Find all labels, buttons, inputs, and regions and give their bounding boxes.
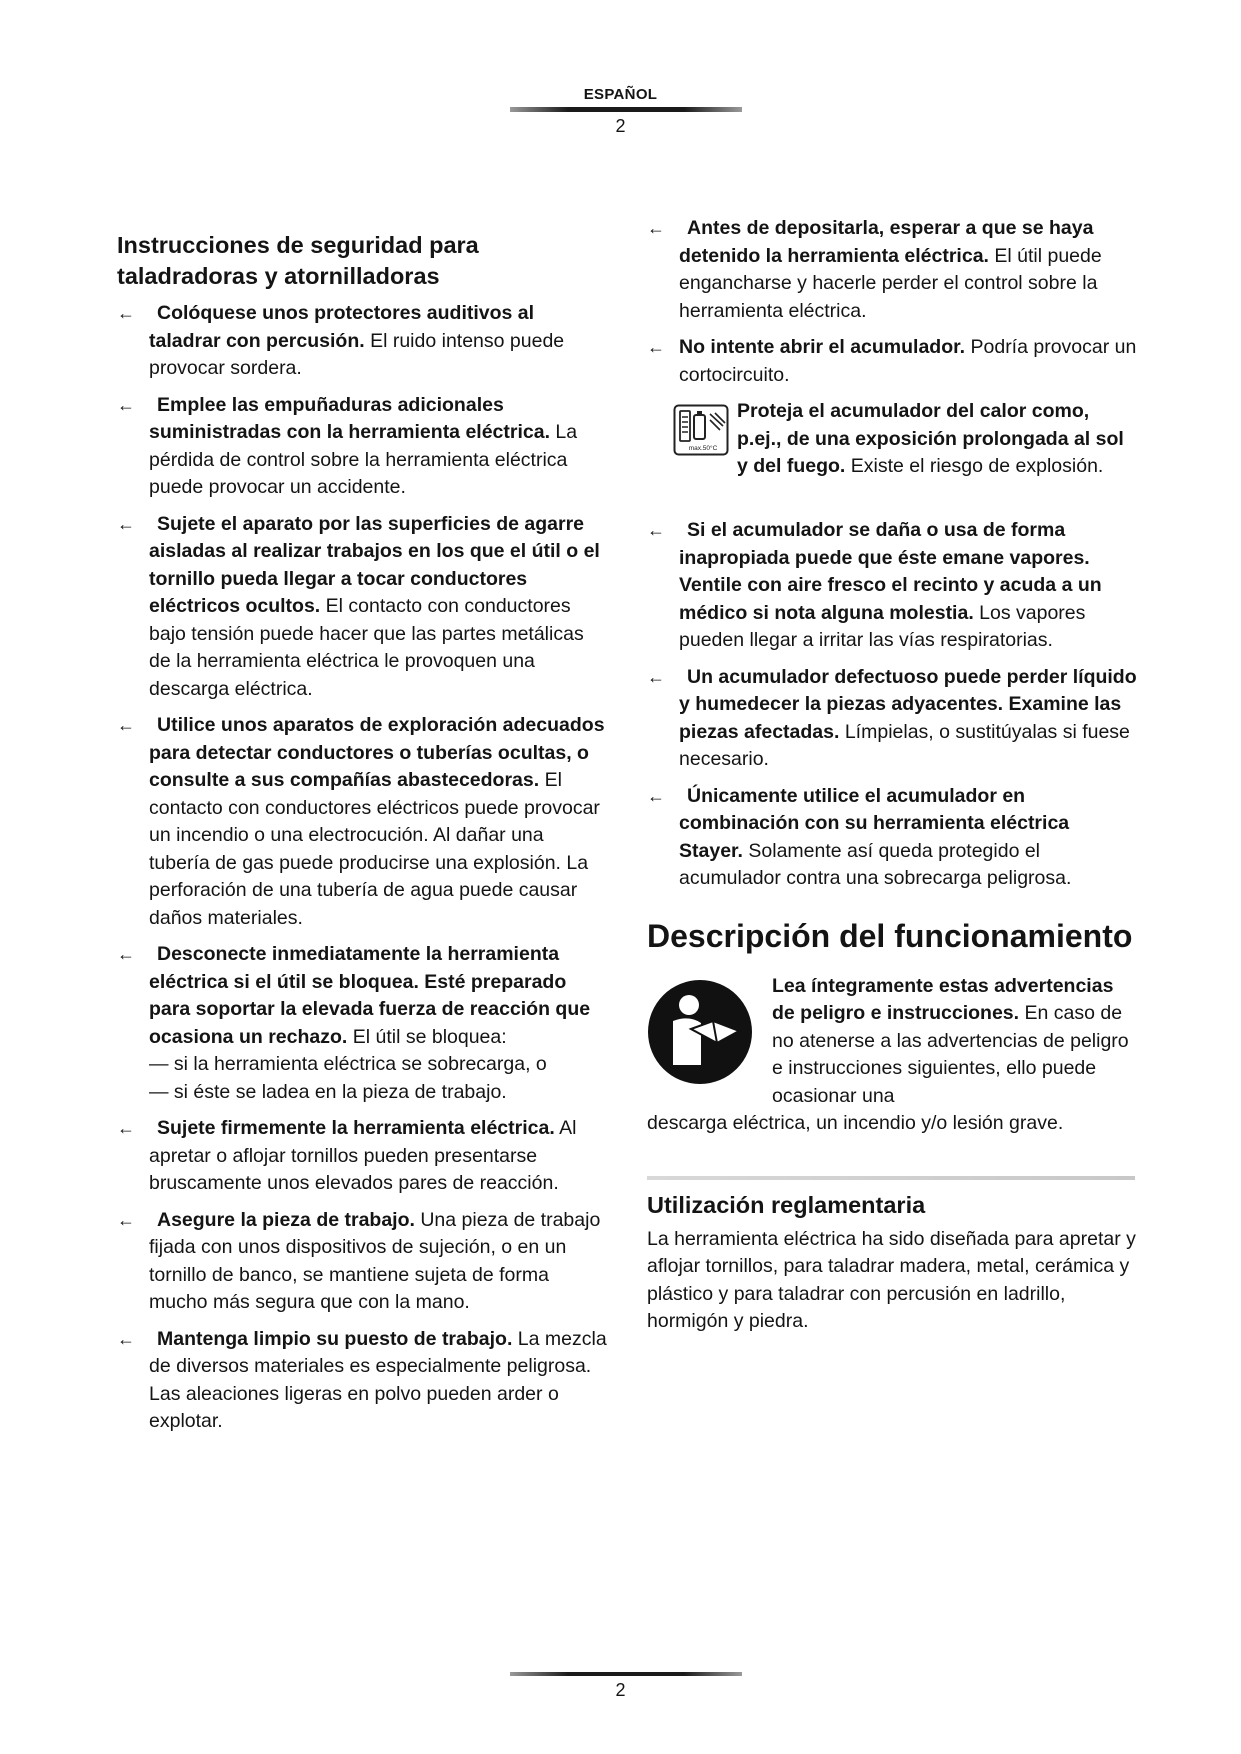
temperature-label: max.50°C [688, 445, 718, 452]
arrow-left-icon: ← [117, 303, 135, 323]
safety-item-text: Una pieza de trabajo fijada con unos dispositivos de sujeción, o en un tornillo de banco, se mantiene sujeta de forma mucho más segura que con la mano. [149, 1208, 601, 1313]
safety-item-text: La mezcla de diversos materiales es especialmente peligrosa. Las aleaciones ligeras en polvo pueden arder o explotar. [149, 1327, 607, 1432]
safety-item-text: El útil puede engancharse y hacerle perder el control sobre la herramienta eléctrica. [679, 244, 1102, 322]
safety-item-bold: Emplee las empuñaduras adicionales suministradas con la herramienta eléctrica. [149, 393, 551, 443]
safety-item [117, 712, 607, 932]
safety-item [117, 941, 607, 1106]
read-note-bold: Lea íntegramente estas advertencias de peligro e instrucciones. [772, 974, 1114, 1024]
read-instructions-note [647, 973, 1137, 1138]
arrow-left-icon: ← [117, 513, 135, 534]
safety-item-bold: Antes de depositarla, esperar a que se haya detenido la herramienta eléctrica. [679, 217, 1094, 267]
safety-item [647, 783, 1137, 893]
safety-item-bold: Asegure la pieza de trabajo. [157, 1208, 415, 1231]
safety-item-text: El útil se bloquea: [347, 1025, 507, 1048]
safety-item-text: El contacto con conductores bajo tensión puede hacer que las partes metálicas de la herramienta eléctrica le provoquen una descarga eléctrica. [149, 595, 584, 700]
left-column [117, 230, 607, 1445]
safety-item-bold: Colóquese unos protectores auditivos al taladrar con percusión. [149, 302, 535, 352]
safety-item-text: La pérdida de control sobre la herramienta eléctrica puede provocar un accidente. [149, 421, 578, 498]
read-note-text: En caso de no atenerse a las advertencias de peligro e instrucciones siguientes, ello puede ocasionar una [772, 1002, 1129, 1107]
safety-item-bold: Mantenga limpio su puesto de trabajo. [157, 1327, 513, 1350]
arrow-left-icon: ← [647, 218, 665, 238]
safety-item [647, 664, 1137, 774]
safety-item-bold: Sujete el aparato por las superficies de agarre aisladas al realizar trabajos en los que el útil o el tornillo pueda llegar a tocar conductores eléctricos ocultos. [149, 512, 600, 617]
arrow-left-icon: ← [647, 785, 665, 806]
safety-item [117, 392, 607, 502]
safety-item [647, 215, 1137, 325]
usage-title: Utilización reglamentaria [647, 1191, 926, 1218]
note-bold: Proteja el acumulador del calor como, p.ej., de una exposición prolongada al sol y del fuego. [737, 400, 1124, 477]
arrow-left-icon: ← [117, 1328, 135, 1349]
safety-item-text: Solamente así queda protegido el acumulador contra una sobrecarga peligrosa. [679, 839, 1072, 889]
arrow-left-icon: ← [117, 715, 135, 735]
safety-item-text: Límpielas, o sustitúyalas si fuese necesario. [679, 720, 1130, 770]
safety-item-bold: No intente abrir el acumulador. [679, 336, 966, 358]
safety-item-text: Podría provocar un cortocircuito. [679, 336, 1137, 386]
temperature-warning-icon [673, 404, 729, 456]
arrow-left-icon: ← [647, 666, 665, 687]
arrow-left-icon: ← [117, 1118, 135, 1138]
safety-item [117, 1207, 607, 1317]
safety-item [117, 1326, 607, 1436]
arrow-left-icon: ← [117, 944, 135, 964]
safety-item [117, 300, 607, 383]
header-page-number: 2 [615, 116, 626, 136]
sub-item: — si la herramienta eléctrica se sobrecarga, o [149, 1053, 547, 1075]
safety-item [647, 334, 1137, 389]
header-language: ESPAÑOL [583, 86, 658, 103]
safety-item [117, 511, 607, 704]
arrow-left-icon: ← [117, 394, 135, 415]
safety-item-bold: Si el acumulador se daña o usa de forma inapropiada puede que éste emane vapores. Ventile con aire fresco el recinto y acuda a un médico si nota alguna molestia. [679, 519, 1102, 624]
safety-item-bold: Sujete firmemente la herramienta eléctrica. [157, 1117, 555, 1139]
right-column [647, 215, 1137, 1336]
safety-item-bold: Únicamente utilice el acumulador en combinación con su herramienta eléctrica Stayer. [679, 784, 1070, 862]
description-title: Descripción del funcionamiento [647, 917, 1133, 954]
safety-item-bold: Utilice unos aparatos de exploración adecuados para detectar conductores o tuberías ocultas, o consulte a sus compañías abastecedoras. [149, 714, 605, 791]
footer-page-number: 2 [615, 1680, 626, 1700]
section-divider [647, 1176, 1135, 1180]
usage-text: La herramienta eléctrica ha sido diseñada para apretar y aflojar tornillos, para taladrar madera, metal, cerámica y plástico y para taladrar con percusión en ladrillo, hormigón y piedra. [647, 1227, 1136, 1332]
safety-item-text: Los vapores pueden llegar a irritar las vías respiratorias. [679, 601, 1086, 651]
read-note-tail: descarga eléctrica, un incendio y/o lesión grave. [647, 1112, 1064, 1134]
note-text: Existe el riesgo de explosión. [845, 455, 1104, 477]
sub-item: — si éste se ladea en la pieza de trabajo. [149, 1080, 507, 1103]
header-rule [510, 107, 742, 112]
section-title: Instrucciones de seguridad para taladradoras y atornilladoras [117, 232, 479, 289]
safety-item-text: El contacto con conductores eléctricos puede provocar un incendio o una electrocución. Al dañar una tubería de gas puede producirse una explosión. La perforación de una tubería de agua puede causar daños materiales. [149, 769, 600, 929]
arrow-left-icon: ← [647, 520, 665, 540]
temperature-note [647, 398, 1137, 508]
footer-rule [510, 1672, 742, 1676]
arrow-left-icon: ← [117, 1209, 135, 1230]
safety-item-text: Al apretar o aflojar tornillos pueden presentarse bruscamente unos elevados pares de reacción. [149, 1117, 577, 1194]
arrow-left-icon: ← [647, 337, 665, 357]
safety-item [117, 1115, 607, 1198]
safety-item [647, 517, 1137, 655]
safety-item-bold: Un acumulador defectuoso puede perder líquido y humedecer la piezas adyacentes. Examine las piezas afectadas. [679, 665, 1137, 743]
read-manual-icon [647, 979, 753, 1085]
safety-item-text: El ruido intenso puede provocar sordera. [149, 329, 565, 379]
safety-item-bold: Desconecte inmediatamente la herramienta eléctrica si el útil se bloquea. Esté preparado para soportar la elevada fuerza de reacción que ocasiona un rechazo. [149, 943, 591, 1048]
